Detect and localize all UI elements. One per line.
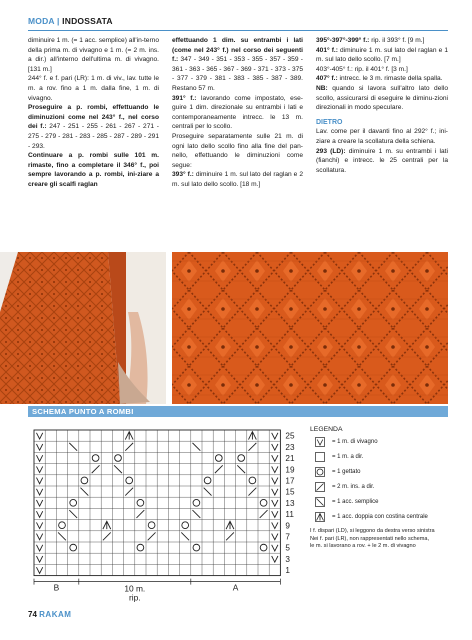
paragraph (172, 36, 303, 94)
row-number: 11 (285, 510, 294, 520)
row-number: 7 (285, 532, 290, 542)
legend-item (310, 512, 460, 527)
text-run: 403°-405° f.: rip. il 401° f. [3 m.] (316, 65, 408, 73)
legend-item (310, 497, 460, 512)
chart-label-b: B (53, 582, 60, 593)
page-footer (28, 610, 71, 619)
paragraph (316, 84, 448, 113)
text-run: Lav. come per il davanti fino al 292° f.; ini-ziare a creare la scollatura della schiena. (316, 128, 448, 145)
bold-run: Continuare a p. rombi sulle 101 m. rimaste, fino a completare il 346° f., poi sempre lavorando a p. rombi, ini-ziare a creare gli scalfi raglan (28, 152, 159, 188)
legend-symbol-icon (315, 497, 325, 507)
legend-note-line: le m. si lavorano a rov. + le 2 m. di vivagno (310, 543, 416, 550)
text-column-1 (28, 36, 159, 190)
text-run: quando si lavora sull'altro lato dello scollo, assicurarsi di eseguire le diminu-zioni direzionali in modo speculare. (316, 84, 448, 112)
legend-symbol-icon (315, 512, 325, 522)
row-number: 25 (285, 431, 295, 441)
page-number: 74 (28, 610, 37, 619)
paragraph (172, 132, 303, 170)
paragraph (172, 94, 303, 132)
paragraph (316, 46, 448, 65)
chart-title: SCHEMA PUNTO A ROMBI (32, 407, 134, 416)
legend-text: = 1 gettato (332, 469, 361, 475)
paragraph (28, 151, 159, 189)
bold-run: 393° f.: (172, 171, 194, 179)
text-run: lavorando come impostato, ese-guire 1 dim. direzionale su entrambi i lati e contemporaneamente intrecc. le 13 m. centrali per lo scollo. (172, 94, 303, 131)
legend-text: = 1 acc. doppia con costina centrale (332, 514, 428, 520)
page-header: MODA | INDOSSATA (28, 16, 113, 26)
text-run: 347 - 349 - 351 - 353 - 355 - 357 - 359 - 361 - 363 - 365 - 367 - 369 - 371 - 373 - 375 - 377 - 379 - 381 - 383 - 385 - 387 - 389. Restano 57 m. (172, 56, 303, 92)
magazine-name: RAKAM (39, 610, 72, 619)
paragraph (28, 36, 159, 74)
paragraph (316, 74, 448, 84)
paragraph (316, 36, 448, 46)
legend-symbol-icon (315, 437, 325, 447)
paragraph (28, 74, 159, 103)
legend-note-line: Nei f. pari (LR), non rappresentati nello schema, (310, 535, 430, 542)
legend-title: LEGENDA (310, 426, 343, 433)
paragraph (172, 170, 303, 189)
bold-run: 401° f.: (316, 46, 338, 54)
row-number: 15 (285, 487, 295, 497)
row-number: 23 (285, 442, 295, 452)
dietro-heading: DIETRO (316, 118, 343, 126)
bold-run: NB: (316, 84, 328, 92)
repeat-count: 10 m. (124, 583, 146, 594)
text-run: Proseguire separatamente sulle 21 m. di ogni lato dello scollo fino alla fine del pan-nello, effettuando le diminuzioni come segue: (172, 132, 303, 169)
swatch-photo (172, 252, 448, 404)
paragraph (28, 103, 159, 151)
bold-run: Proseguire a p. rombi, effettuando le diminuzioni come nel 243° f., nel corso dei f.: (28, 104, 159, 131)
legend-text: = 1 m. a dir. (332, 454, 364, 460)
bold-run: 391° f.: (172, 94, 197, 102)
bold-run: 395°-397°-399° f.: (316, 37, 370, 44)
text-run: intrecc. le 3 m. rimaste della spalla. (337, 75, 443, 83)
chart-label-a: A (232, 582, 239, 593)
section-band (28, 406, 448, 417)
paragraph (316, 147, 448, 176)
text-run: diminuire 1 m. (= 1 acc. semplice) all'in-terno della prima m. di vivagno e 1 m. (= 2 m. ins. a dir.) all'interno dell'ultima m. di vivagno. [131 m.] (28, 37, 159, 73)
legend-symbol-icon (315, 452, 325, 462)
legend-item (310, 437, 460, 452)
legend (310, 426, 460, 551)
knitting-chart (28, 422, 328, 602)
legend-note-line: I f. dispari (LD), si leggono da destra verso sinistra (310, 528, 435, 534)
bold-run: 293 (LD): (316, 147, 346, 155)
row-number: 19 (285, 465, 295, 475)
text-run: diminuire 1 m. su entrambi i lati (fianchi) e intrecc. le 25 centrali per la scollatura. (316, 147, 448, 174)
row-number: 3 (285, 554, 290, 564)
text-column-3 (316, 36, 448, 175)
bold-run: 407° f.: (316, 75, 338, 83)
legend-note (310, 528, 460, 551)
legend-text: = 2 m. ins. a dir. (332, 484, 375, 490)
text-run: diminuire 1 m. sul lato del raglan e 1 m. sul lato dello scollo. [7 m.] (316, 46, 448, 64)
row-number: 1 (285, 566, 290, 576)
row-number: 5 (285, 543, 290, 553)
text-column-2 (172, 36, 303, 190)
legend-text: = 1 acc. semplice (332, 499, 379, 505)
section-title: INDOSSATA (62, 16, 113, 26)
legend-text: = 1 m. di vivagno (332, 439, 378, 445)
legend-item (310, 482, 460, 497)
paragraph (316, 127, 448, 146)
bold-run: effettuando 1 dim. su entrambi i lati (come nel 243° f.) nel corso dei seguenti f.: (172, 37, 303, 64)
row-number: 13 (285, 498, 295, 508)
row-number: 17 (285, 476, 295, 486)
repeat-word: rip. (128, 592, 141, 602)
row-number: 9 (285, 521, 290, 531)
legend-item (310, 467, 460, 482)
legend-item (310, 452, 460, 467)
legend-symbol-icon (315, 467, 325, 477)
text-run: 247 - 251 - 255 - 261 - 267 - 271 - 275 - 279 - 281 - 283 - 285 - 287 - 289 - 291 - 293. (28, 123, 159, 150)
header-rule (28, 30, 448, 31)
text-run: diminuire 1 m. sul lato del raglan e 2 m. sul lato dello scollo. [18 m.] (172, 171, 303, 188)
model-photo (0, 252, 166, 404)
legend-symbol-icon (315, 482, 325, 492)
section-label: MODA (28, 16, 55, 26)
row-number: 21 (285, 454, 295, 464)
paragraph (316, 65, 448, 75)
text-run: rip. il 393° f. [9 m.] (369, 37, 425, 44)
text-run: 244° f. e f. pari (LR): 1 m. di viv., lav. tutte le m. a rov. fino a 1 m. dalla fine, 1 m. di vivagno. (28, 75, 159, 102)
